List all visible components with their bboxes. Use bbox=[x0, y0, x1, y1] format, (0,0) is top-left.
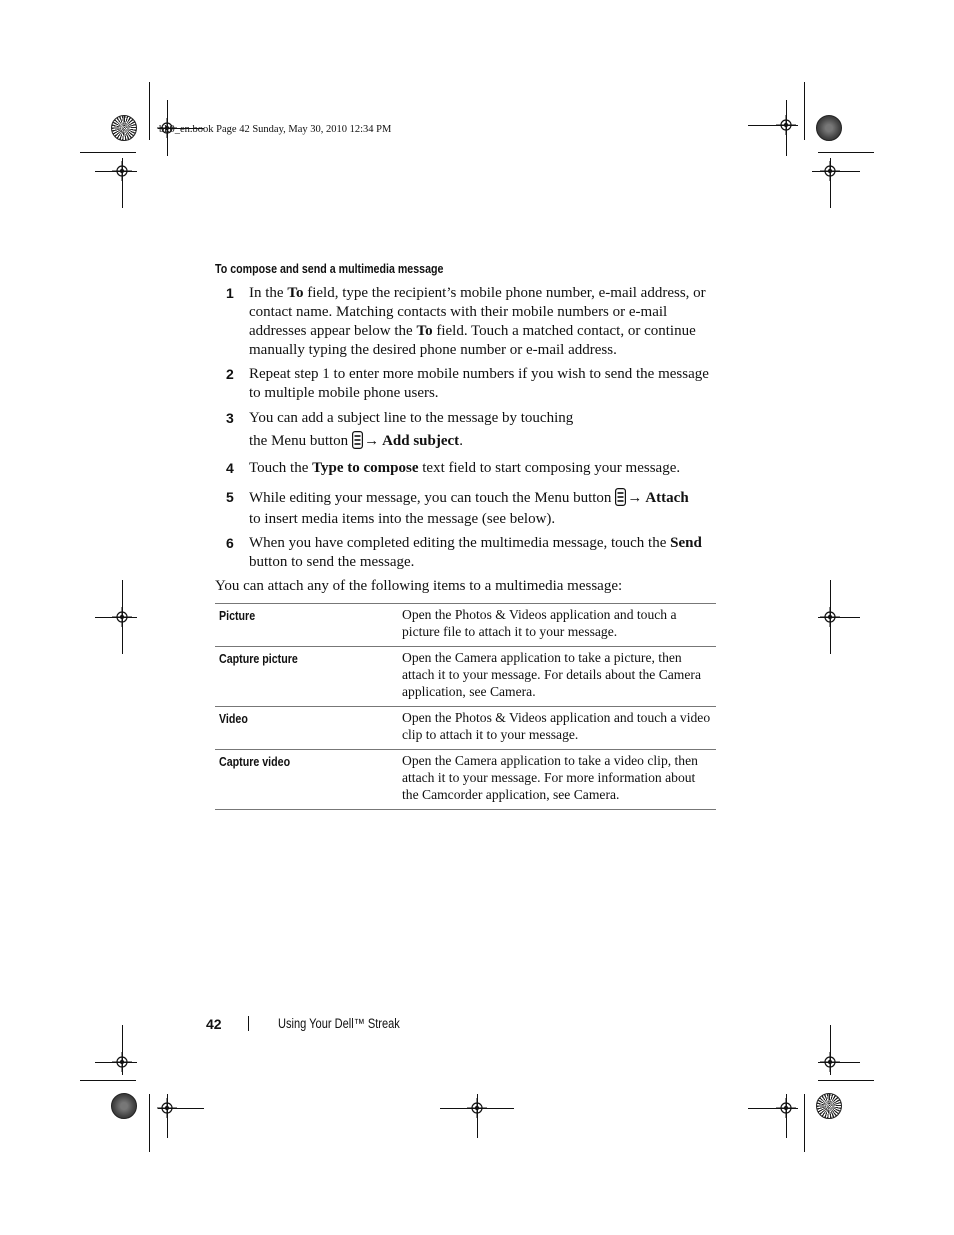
crop-mark bbox=[818, 152, 874, 153]
step-number: 1 bbox=[226, 285, 234, 301]
crop-mark bbox=[80, 152, 136, 153]
crop-mark bbox=[804, 82, 805, 140]
page-number: 42 bbox=[206, 1016, 222, 1032]
step-number: 6 bbox=[226, 535, 234, 551]
step-text-part: . bbox=[459, 433, 463, 449]
attachments-intro: You can attach any of the following items to a multimedia message: bbox=[215, 578, 623, 594]
step-text-part: field. Touch a matched contact, or continue manually typing the desired phone number or e-mail address. bbox=[249, 323, 696, 358]
crop-mark bbox=[830, 1025, 831, 1075]
crop-mark bbox=[122, 580, 123, 654]
step-number: 2 bbox=[226, 366, 234, 382]
step-3-line-2 bbox=[249, 431, 719, 451]
table-row bbox=[215, 750, 716, 810]
table-cell bbox=[215, 750, 402, 810]
step-2-text bbox=[249, 365, 719, 403]
crop-mark bbox=[818, 1080, 874, 1081]
crop-mark bbox=[149, 82, 150, 140]
crop-mark bbox=[122, 158, 123, 208]
crop-mark bbox=[477, 1094, 478, 1138]
table-cell bbox=[215, 647, 402, 707]
table-cell bbox=[215, 604, 402, 647]
book-file-header: bk0_en.book Page 42 Sunday, May 30, 2010 12:34 PM bbox=[159, 124, 392, 135]
table-cell bbox=[215, 707, 402, 750]
footer-title: Using Your Dell™ Streak bbox=[278, 1016, 400, 1031]
step-text-part: In the bbox=[249, 285, 288, 301]
crop-mark bbox=[122, 1025, 123, 1075]
crop-mark bbox=[95, 171, 137, 172]
crop-mark bbox=[748, 1108, 798, 1109]
section-title: To compose and send a multimedia message bbox=[215, 261, 444, 276]
crop-mark bbox=[804, 1094, 805, 1152]
step-text-part: button to send the message. bbox=[249, 554, 415, 570]
crop-mark bbox=[812, 171, 860, 172]
crop-mark bbox=[95, 617, 137, 618]
crop-mark bbox=[818, 1062, 860, 1063]
crop-mark bbox=[95, 1062, 137, 1063]
step-5-text bbox=[249, 488, 719, 529]
step-text-part: Repeat step 1 to enter more mobile numbers if you wish to send the message to multiple mobile phone users. bbox=[249, 366, 709, 401]
step-3-text bbox=[249, 409, 719, 451]
crop-mark bbox=[830, 158, 831, 208]
step-number: 4 bbox=[226, 460, 234, 476]
to-field-name: To bbox=[416, 323, 433, 339]
table-cell: Open the Photos & Videos application and touch a video clip to attach it to your message. bbox=[402, 707, 716, 750]
print-rosette-icon bbox=[111, 1093, 137, 1119]
step-text-part: text field to start composing your message. bbox=[418, 460, 681, 476]
to-field-name: To bbox=[287, 285, 304, 301]
step-number: 5 bbox=[226, 489, 234, 505]
table-cell: Open the Camera application to take a picture, then attach it to your message. For details about the Camera application, see Camera. bbox=[402, 647, 716, 707]
media-item-name: Capture picture bbox=[219, 651, 298, 666]
table-cell: Open the Camera application to take a video clip, then attach it to your message. For more information about the Camcorder application, see Camera. bbox=[402, 750, 716, 810]
step-5-line-1 bbox=[249, 488, 719, 508]
crop-mark bbox=[158, 1108, 204, 1109]
print-rosette-icon bbox=[816, 115, 842, 141]
print-rosette-icon bbox=[816, 1093, 842, 1119]
crop-mark bbox=[830, 580, 831, 654]
menu-button-icon bbox=[615, 488, 626, 506]
table-row bbox=[215, 604, 716, 647]
media-item-name: Picture bbox=[219, 608, 256, 623]
send-button-name: Send bbox=[670, 535, 702, 551]
table-cell: Open the Photos & Videos application and touch a picture file to attach it to your message. bbox=[402, 604, 716, 647]
crop-mark bbox=[167, 1094, 168, 1138]
type-to-compose-field-name: Type to compose bbox=[312, 460, 419, 476]
print-rosette-icon bbox=[111, 115, 137, 141]
add-subject-option: → Add subject bbox=[364, 433, 460, 449]
step-text-part: You can add a subject line to the message by touching bbox=[249, 410, 574, 426]
table-row bbox=[215, 707, 716, 750]
step-number: 3 bbox=[226, 410, 234, 426]
crop-mark bbox=[149, 1094, 150, 1152]
crop-mark bbox=[748, 125, 798, 126]
crop-mark bbox=[818, 617, 860, 618]
step-text-part: While editing your message, you can touch the Menu button bbox=[249, 490, 612, 506]
step-text-part: Touch the bbox=[249, 460, 313, 476]
menu-button-icon bbox=[352, 431, 363, 449]
step-text-part: the Menu button bbox=[249, 433, 349, 449]
footer-divider bbox=[248, 1016, 249, 1031]
step-text-part: field, type the recipient’s mobile phone number, e-mail address, or contact name. Matching contacts with their mobile numbers or e-mail addresses appear below the bbox=[249, 285, 706, 339]
step-4-text bbox=[249, 459, 719, 478]
step-text-part: When you have completed editing the multimedia message, touch the bbox=[249, 535, 671, 551]
crop-mark bbox=[80, 1080, 136, 1081]
media-item-name: Capture video bbox=[219, 754, 291, 769]
step-6-text bbox=[249, 534, 719, 572]
media-item-name: Video bbox=[219, 711, 248, 726]
media-items-table bbox=[215, 603, 716, 810]
step-text-part: to insert media items into the message (see below). bbox=[249, 511, 556, 527]
table-row bbox=[215, 647, 716, 707]
attach-option: → Attach bbox=[627, 490, 689, 506]
crop-mark bbox=[786, 100, 787, 156]
crop-mark bbox=[786, 1094, 787, 1138]
step-1-text bbox=[249, 284, 719, 360]
